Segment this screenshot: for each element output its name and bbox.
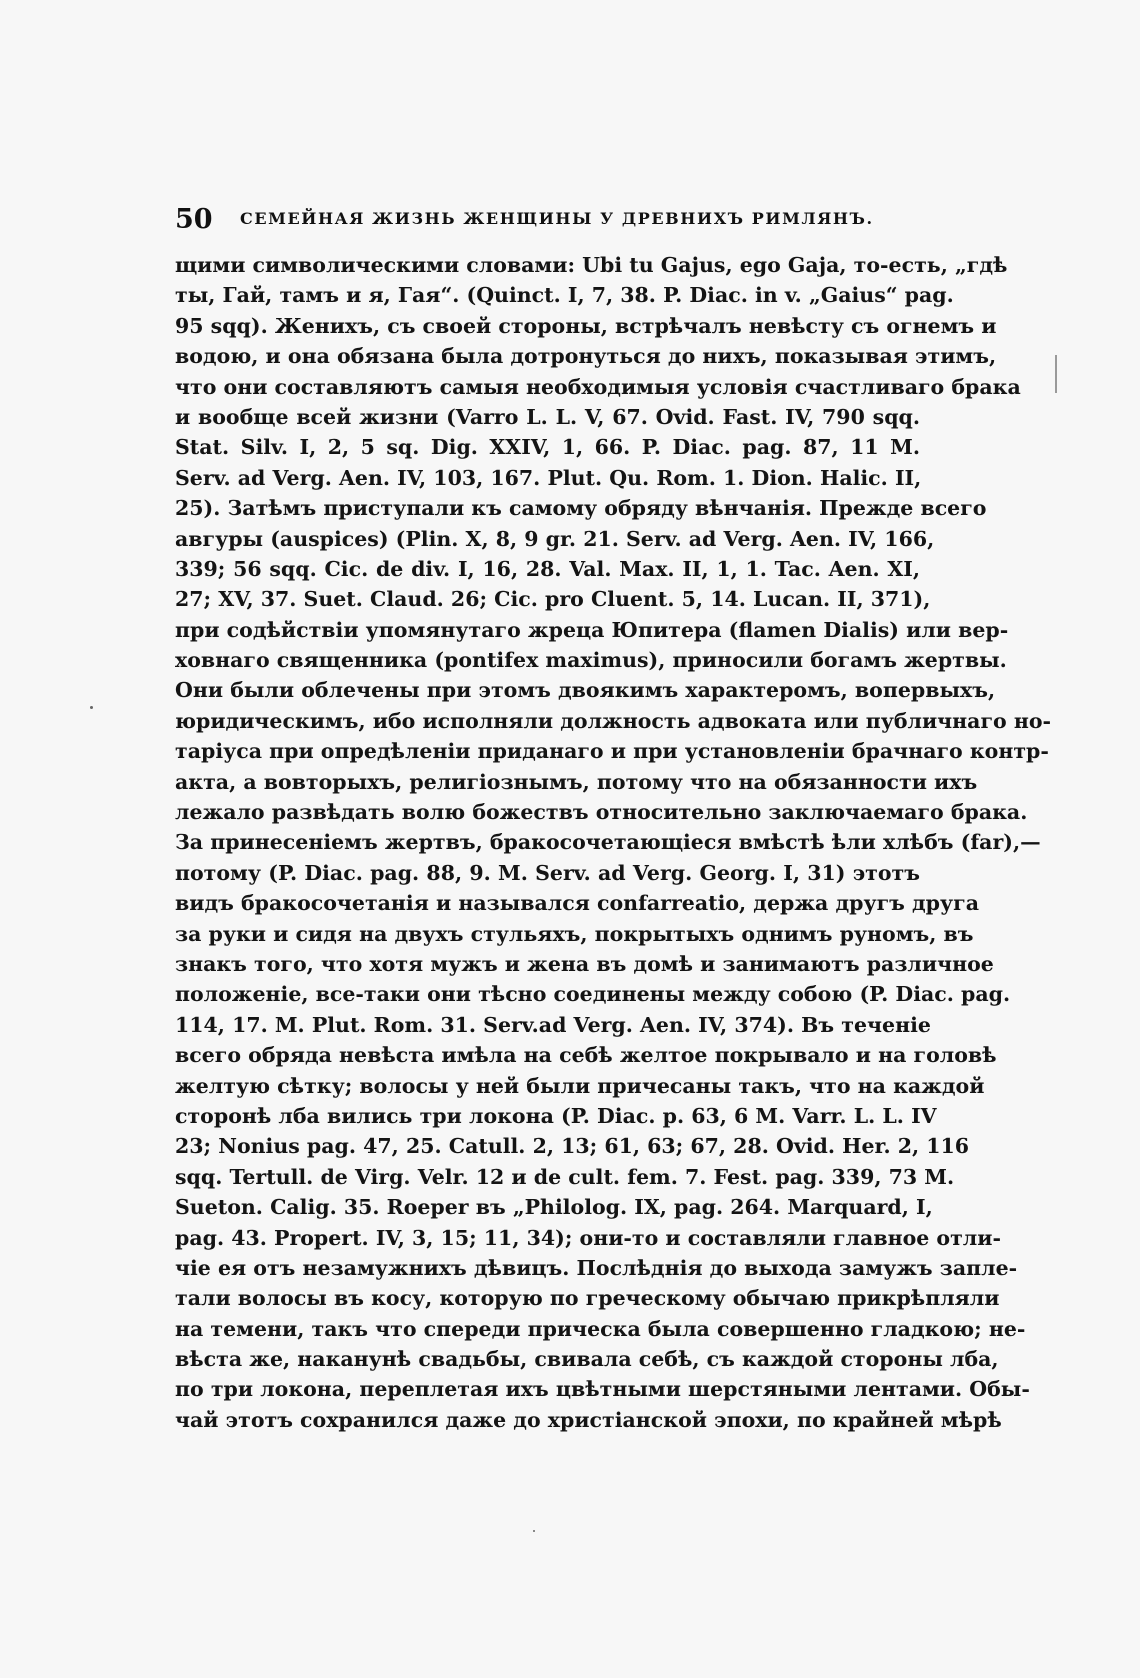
text-line: лежало развѣдать волю божествъ относительно заключаемаго брака.: [175, 800, 1028, 825]
page-number: 50: [175, 204, 213, 235]
text-line: 23; Nonius pag. 47, 25. Catull. 2, 13; 61, 63; 67, 28. Ovid. Her. 2, 116: [175, 1134, 970, 1159]
text-line: Serv. ad Verg. Aen. IV, 103, 167. Plut. Qu. Rom. 1. Dion. Halic. II,: [175, 465, 922, 490]
text-line: акта, а вовторыхъ, религіознымъ, потому что на обязанности ихъ: [175, 769, 978, 794]
text-line: что они составляютъ самыя необходимыя условія счастливаго брака: [175, 374, 1021, 399]
text-line: Они были облечены при этомъ двоякимъ характеромъ, вопервыхъ,: [175, 678, 996, 703]
text-line: За принесеніемъ жертвъ, бракосочетающіеся вмѣстѣ ѣли хлѣбъ (far),—: [175, 830, 1041, 855]
text-line: ховнаго священника (pontifex maximus), приносили богамъ жертвы.: [175, 648, 1007, 673]
text-line: sqq. Tertull. de Virg. Velr. 12 и de cult. fem. 7. Fest. pag. 339, 73 M.: [175, 1164, 955, 1189]
text-line: видъ бракосочетанія и назывался confarreatio, держа другъ друга: [175, 891, 979, 916]
text-line: вѣста же, наканунѣ свадьбы, свивала себѣ, съ каждой стороны лба,: [175, 1347, 999, 1372]
margin-mark: [1055, 355, 1057, 393]
running-title: СЕМЕЙНАЯ ЖИЗНЬ ЖЕНЩИНЫ У ДРЕВНИХЪ РИМЛЯНЪ.: [240, 209, 874, 228]
text-line: 339; 56 sqq. Cic. de div. I, 16, 28. Val. Max. II, 1, 1. Tac. Aen. XI,: [175, 556, 920, 581]
text-line: желтую сѣтку; волосы у ней были причесаны такъ, что на каждой: [175, 1073, 985, 1098]
text-line: чіе ея отъ незамужнихъ дѣвицъ. Послѣднія до выхода замужъ запле-: [175, 1255, 1018, 1280]
page-header: [175, 204, 920, 236]
text-line: потому (P. Diac. pag. 88, 9. M. Serv. ad Verg. Georg. I, 31) этотъ: [175, 860, 920, 885]
text-line: таріуса при опредѣленіи приданаго и при установленіи брачнаго контр-: [175, 739, 1049, 764]
text-line: чай этотъ сохранился даже до христіанской эпохи, по крайней мѣрѣ: [175, 1407, 1002, 1432]
text-line: pag. 43. Propert. IV, 3, 15; 11, 34); они-то и составляли главное отли-: [175, 1225, 1001, 1250]
text-line: на темени, такъ что спереди прическа была совершенно гладкою; не-: [175, 1316, 1026, 1341]
body-text: [175, 250, 1052, 1435]
scan-speck: [533, 1530, 535, 1532]
text-line: Sueton. Calig. 35. Roeper въ „Philolog. IX, pag. 264. Marquard, I,: [175, 1195, 933, 1220]
text-line: за руки и сидя на двухъ стульяхъ, покрытыхъ однимъ руномъ, въ: [175, 921, 974, 946]
text-line: Stat. Silv. I, 2, 5 sq. Dig. XXIV, 1, 66. P. Diac. pag. 87, 11 M.: [175, 435, 920, 460]
text-line: 27; XV, 37. Suet. Claud. 26; Cic. pro Cluent. 5, 14. Lucan. II, 371),: [175, 587, 931, 612]
text-line: водою, и она обязана была дотронуться до нихъ, показывая этимъ,: [175, 344, 997, 369]
text-line: и вообще всей жизни (Varro L. L. V, 67. Ovid. Fast. IV, 790 sqq.: [175, 404, 920, 429]
text-line: положеніе, все-таки они тѣсно соединены между собою (P. Diac. pag.: [175, 982, 1011, 1007]
text-line: 25). Затѣмъ приступали къ самому обряду вѣнчанія. Прежде всего: [175, 496, 987, 521]
text-line: юридическимъ, ибо исполняли должность адвоката или публичнаго но-: [175, 708, 1052, 733]
text-line: при содѣйствіи упомянутаго жреца Юпитера (flamen Dialis) или вер-: [175, 617, 1009, 642]
text-line: сторонѣ лба вились три локона (P. Diac. p. 63, 6 M. Varr. L. L. IV: [175, 1103, 937, 1128]
text-line: ты, Гай, тамъ и я, Гая“. (Quinct. I, 7, 38. P. Diac. in v. „Gaius“ pag.: [175, 283, 954, 308]
text-line: щими символическими словами: Ubi tu Gajus, ego Gaja, то-есть, „гдѣ: [175, 253, 1008, 277]
text-line: всего обряда невѣста имѣла на себѣ желтое покрывало и на головѣ: [175, 1043, 997, 1068]
scan-speck: [90, 706, 93, 709]
text-line: 114, 17. M. Plut. Rom. 31. Serv.ad Verg. Aen. IV, 374). Въ теченіе: [175, 1012, 931, 1037]
text-line: знакъ того, что хотя мужъ и жена въ домѣ и занимаютъ различное: [175, 951, 994, 976]
text-line: 95 sqq). Женихъ, съ своей стороны, встрѣчалъ невѣсту съ огнемъ и: [175, 313, 997, 338]
text-line: авгуры (auspices) (Plin. X, 8, 9 gr. 21. Serv. ad Verg. Aen. IV, 166,: [175, 526, 935, 551]
text-line: тали волосы въ косу, которую по греческому обычаю прикрѣпляли: [175, 1286, 1000, 1311]
text-line: по три локона, переплетая ихъ цвѣтными шерстяными лентами. Обы-: [175, 1377, 1030, 1402]
